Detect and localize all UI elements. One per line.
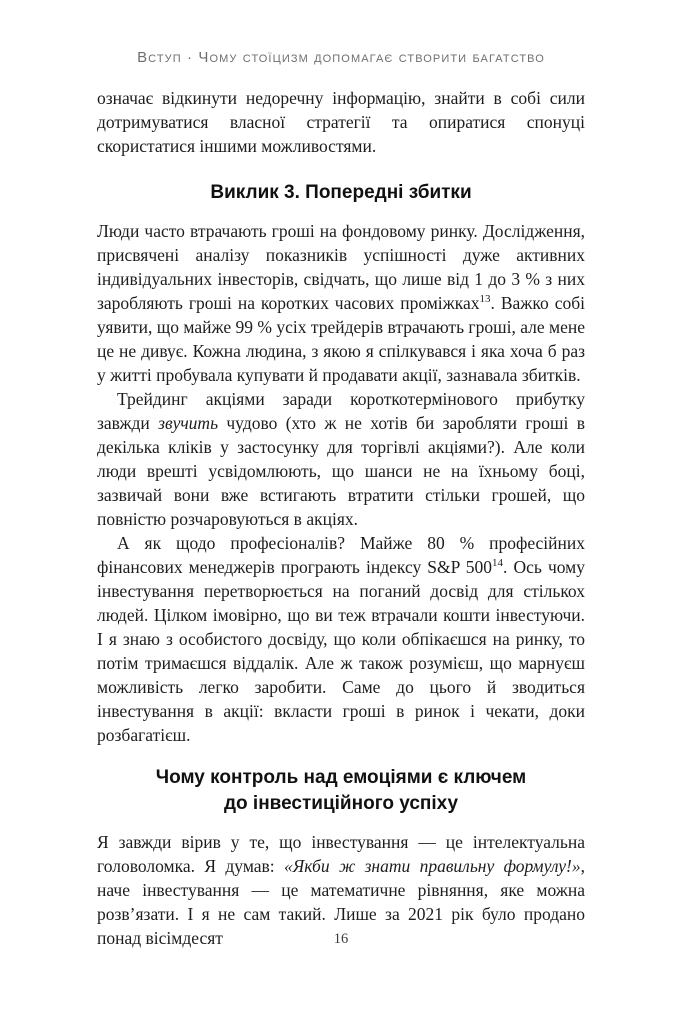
- footnote-reference: 14: [492, 557, 504, 570]
- section-heading: Чому контроль над емоціями є ключем до інвестиційного успіху: [155, 767, 527, 814]
- emphasis-text: «Якби ж знати правильну формулу!»: [284, 856, 581, 876]
- body-paragraph: Трейдинг акціями заради короткотермінового прибутку завжди звучить чудово (хто ж не хотів би заробляти гроші в декілька кліків у застосунку для торгівлі акціями?). Але коли люди врешті усвідомлюють, що шанси не на їхньому боці, зазвичай вони вже встигають втратити стільки грошей, що повністю розчаровуються в акціях.: [97, 389, 585, 529]
- emphasis-text: звучить: [158, 413, 219, 433]
- body-paragraph: А як щодо професіоналів? Майже 80 % професійних фінансових менеджерів програють індексу S&P 500$^{14}$. Ось чому інвестування перетворюється на поганий досвід для стількох людей. Цілком імовірно, що ви теж втрачали кошти інвестуючи. І я знаю з особистого досвіду, що коли обпікаєшся на ринку, то потім тримаєшся віддалік. Але ж також розумієш, що марнуєш можливість легко заробити. Саме до цього й зводиться інвестування в акції: вкласти гроші в ринок і чекати, доки розбагатієш.: [97, 533, 585, 745]
- page-number: 16: [333, 931, 349, 947]
- footnote-reference: 13: [479, 293, 491, 306]
- body-paragraph: Я завжди вірив у те, що інвестування — це інтелектуальна головоломка. Я думав: «Якби ж знати правильну формулу!», наче інвестування — це математичне рівняння, яке можна розв’язати. І я не сам такий. Лише за 2021 рік було продано понад вісімдесят: [97, 832, 585, 948]
- body-paragraph: Люди часто втрачають гроші на фондовому ринку. Дослідження, присвячені аналізу показників успішності дуже активних індивідуальних інвесторів, свідчать, що лише від 1 до 3 % з них заробляють гроші на коротких часових проміжках$^{13}$. Важко собі уявити, що майже 99 % усіх трейдерів втрачають гроші, але мене це не дивує. Кожна людина, з якою я спілкувався і яка хоча б раз у житті пробувала купувати й продавати акції, зазнавала збитків.: [97, 221, 585, 385]
- page-body: [97, 86, 585, 950]
- body-paragraph: означає відкинути недоречну інформацію, знайти в собі сили дотримуватися власної стратегії та опиратися спонуці скористатися іншими можливостями.: [97, 88, 585, 156]
- section-heading: Виклик 3. Попередні збитки: [210, 182, 472, 203]
- running-head: Вступ · Чому стоїцизм допомагає створити багатство: [137, 49, 545, 66]
